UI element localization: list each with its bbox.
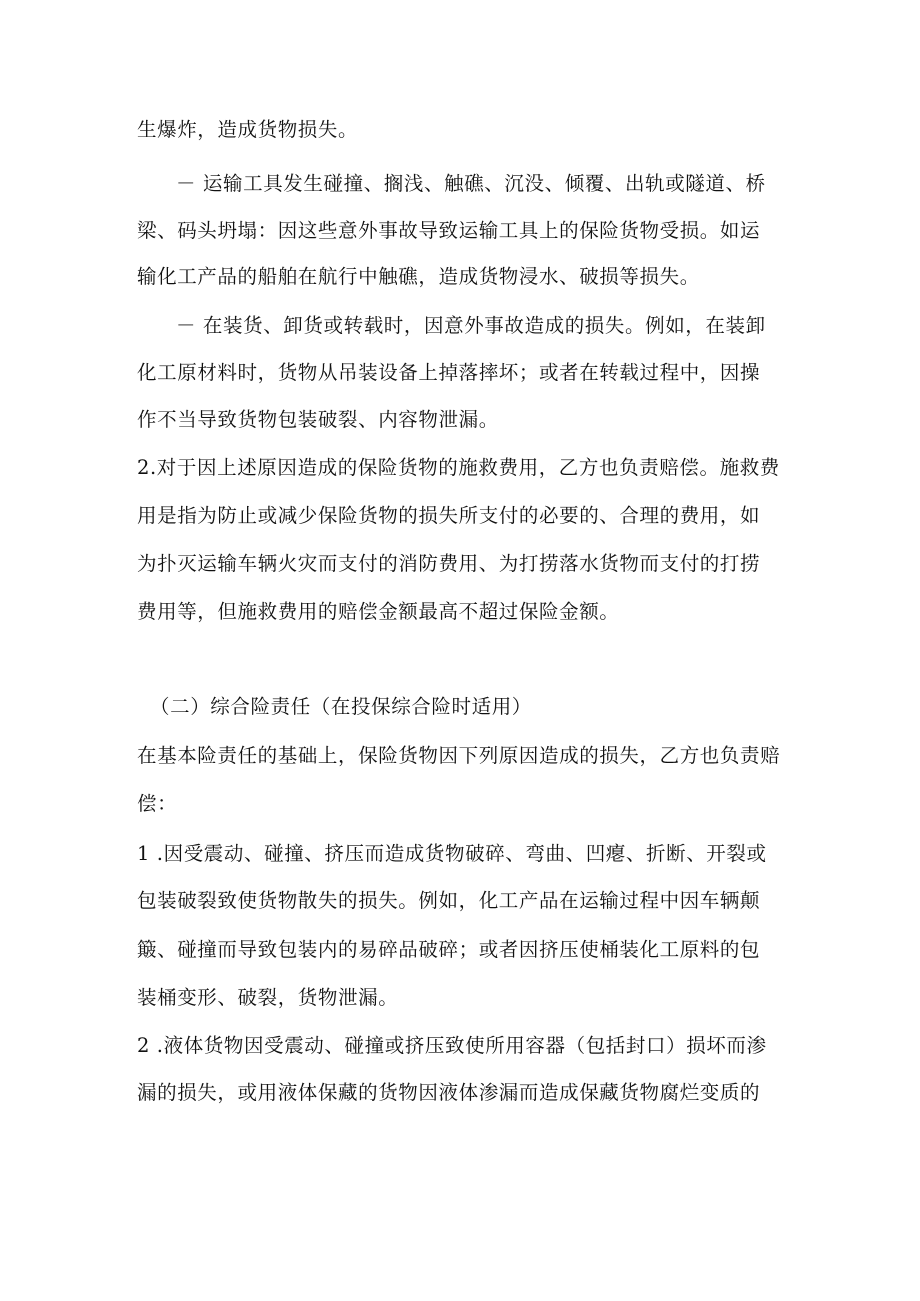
text-line: 用是指为防止或减少保险货物的损失所支付的必要的、合理的费用，如 [137, 504, 761, 527]
text-line: 为扑灭运输车辆火灾而支付的消防费用、为打捞落水货物而支付的打捞 [137, 552, 761, 575]
list-item-line: － 运输工具发生碰撞、搁浅、触礁、沉没、倾覆、出轨或隧道、桥 [176, 172, 766, 195]
text-line: 在基本险责任的基础上，保险货物因下列原因造成的损失，乙方也负责赔 [137, 744, 781, 767]
text-line: 偿： [137, 792, 178, 815]
section-heading: （二）综合险责任（在投保综合险时适用） [150, 695, 532, 718]
text-line: 作不当导致货物包装破裂、内容物泄漏。 [137, 408, 499, 431]
text-line: 化工原材料时，货物从吊装设备上掉落摔坏；或者在转载过程中，因操 [137, 361, 761, 384]
text-line: 梁、码头坍塌：因这些意外事故导致运输工具上的保险货物受损。如运 [137, 219, 761, 242]
numbered-item-line: 2 .液体货物因受震动、碰撞或挤压致使所用容器（包括封口）损坏而渗 [137, 1034, 767, 1057]
text-line: 装桶变形、破裂，货物泄漏。 [137, 986, 399, 1009]
text-line: 输化工产品的船舶在航行中触礁，造成货物浸水、破损等损失。 [137, 265, 700, 288]
numbered-item-line: 2.对于因上述原因造成的保险货物的施救费用，乙方也负责赔偿。施救费 [137, 456, 780, 479]
text-line: 费用等，但施救费用的赔偿金额最高不超过保险金额。 [137, 600, 620, 623]
text-line: 包装破裂致使货物散失的损失。例如，化工产品在运输过程中因车辆颠 [137, 889, 761, 912]
numbered-item-line: 1 .因受震动、碰撞、挤压而造成货物破碎、弯曲、凹瘪、折断、开裂或 [137, 842, 767, 865]
list-item-line: － 在装货、卸货或转载时，因意外事故造成的损失。例如，在装卸 [176, 314, 766, 337]
text-line: 簸、碰撞而导致包装内的易碎品破碎；或者因挤压使桶装化工原料的包 [137, 938, 761, 961]
text-line: 生爆炸，造成货物损失。 [137, 118, 359, 141]
text-line: 漏的损失，或用液体保藏的货物因液体渗漏而造成保藏货物腐烂变质的 [137, 1081, 761, 1104]
